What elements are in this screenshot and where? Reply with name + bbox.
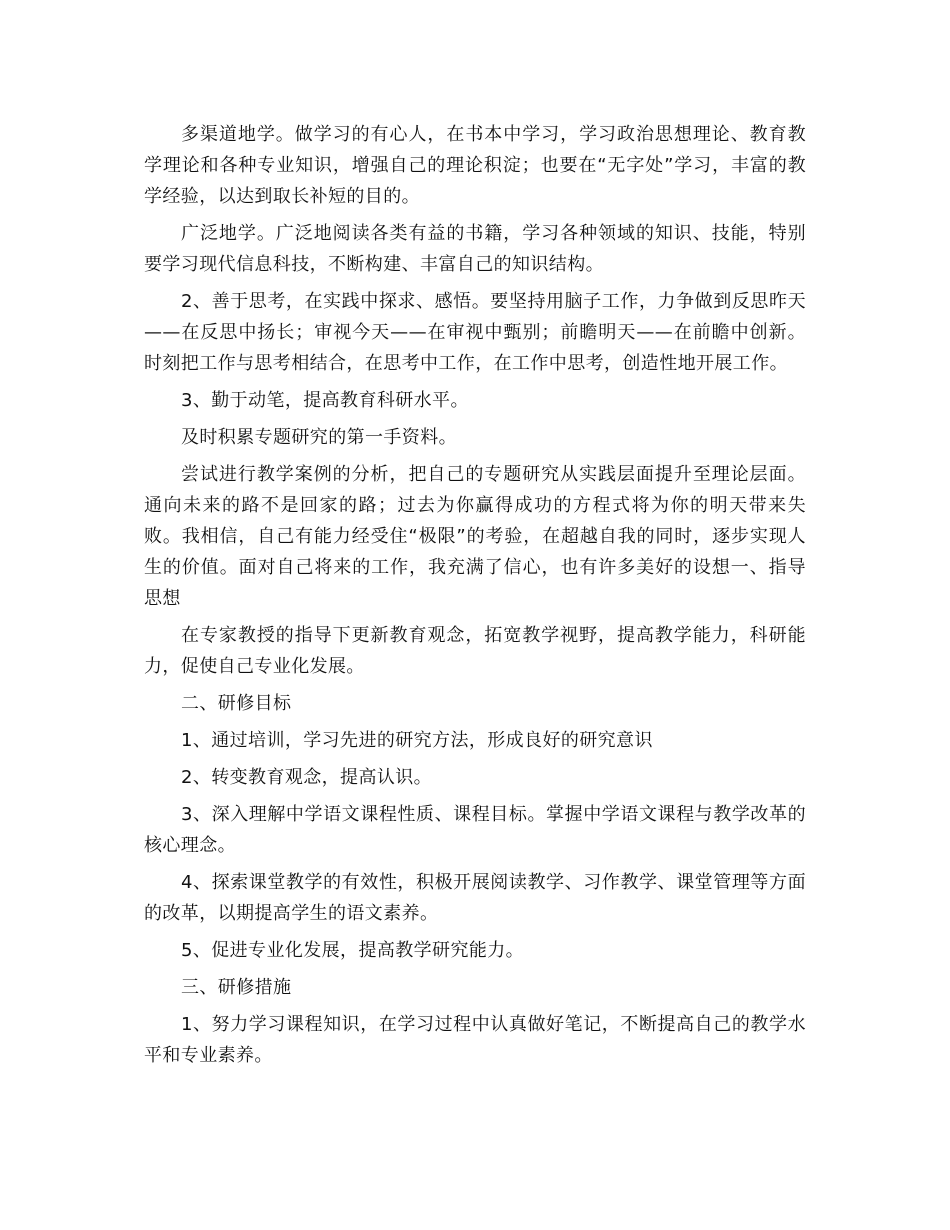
section-heading: 三、研修措施 bbox=[181, 977, 292, 998]
paragraph: 5、促进专业化发展，提高教学研究能力。 bbox=[181, 940, 525, 961]
paragraph: 尝试进行教学案例的分析，把自己的专题研究从实践层面提升至理论层面。通向未来的路不是回家的路；过去为你赢得成功的方程式将为你的明天带来失败。我相信，自己有能力经受住“极限”的考验，在超越自我的同时，逐步实现人生的价值。面对自己将来的工作，我充满了信心，也有许多美好的设想一、指导思想 bbox=[144, 464, 806, 609]
document-body bbox=[144, 119, 806, 1077]
paragraph: 1、努力学习课程知识，在学习过程中认真做好笔记，不断提高自己的教学水平和专业素养。 bbox=[144, 1014, 806, 1066]
paragraph: 多渠道地学。做学习的有心人，在书本中学习，学习政治思想理论、教育教学理论和各种专业知识，增强自己的理论积淀；也要在“无字处”学习，丰富的教学经验，以达到取长补短的目的。 bbox=[144, 124, 806, 207]
paragraph: 2、善于思考，在实践中探求、感悟。要坚持用脑子工作，力争做到反思昨天——在反思中扬长；审视今天——在审视中甄别；前瞻明天——在前瞻中创新。时刻把工作与思考相结合，在思考中工作，在工作中思考，创造性地开展工作。 bbox=[144, 291, 806, 374]
paragraph: 4、探索课堂教学的有效性，积极开展阅读教学、习作教学、课堂管理等方面的改革，以期提高学生的语文素养。 bbox=[144, 872, 806, 924]
paragraph: 3、勤于动笔，提高教育科研水平。 bbox=[181, 390, 469, 411]
paragraph: 在专家教授的指导下更新教育观念，拓宽教学视野，提高教学能力，科研能力，促使自己专业化发展。 bbox=[144, 625, 806, 677]
paragraph: 1、通过培训，学习先进的研究方法，形成良好的研究意识 bbox=[181, 730, 653, 751]
paragraph: 2、转变教育观念，提高认识。 bbox=[181, 767, 433, 788]
paragraph: 及时积累专题研究的第一手资料。 bbox=[181, 427, 457, 448]
section-heading: 二、研修目标 bbox=[181, 693, 292, 714]
paragraph: 3、深入理解中学语文课程性质、课程目标。掌握中学语文课程与教学改革的核心理念。 bbox=[144, 804, 806, 856]
paragraph: 广泛地学。广泛地阅读各类有益的书籍，学习各种领域的知识、技能，特别要学习现代信息科技，不断构建、丰富自己的知识结构。 bbox=[144, 223, 806, 275]
